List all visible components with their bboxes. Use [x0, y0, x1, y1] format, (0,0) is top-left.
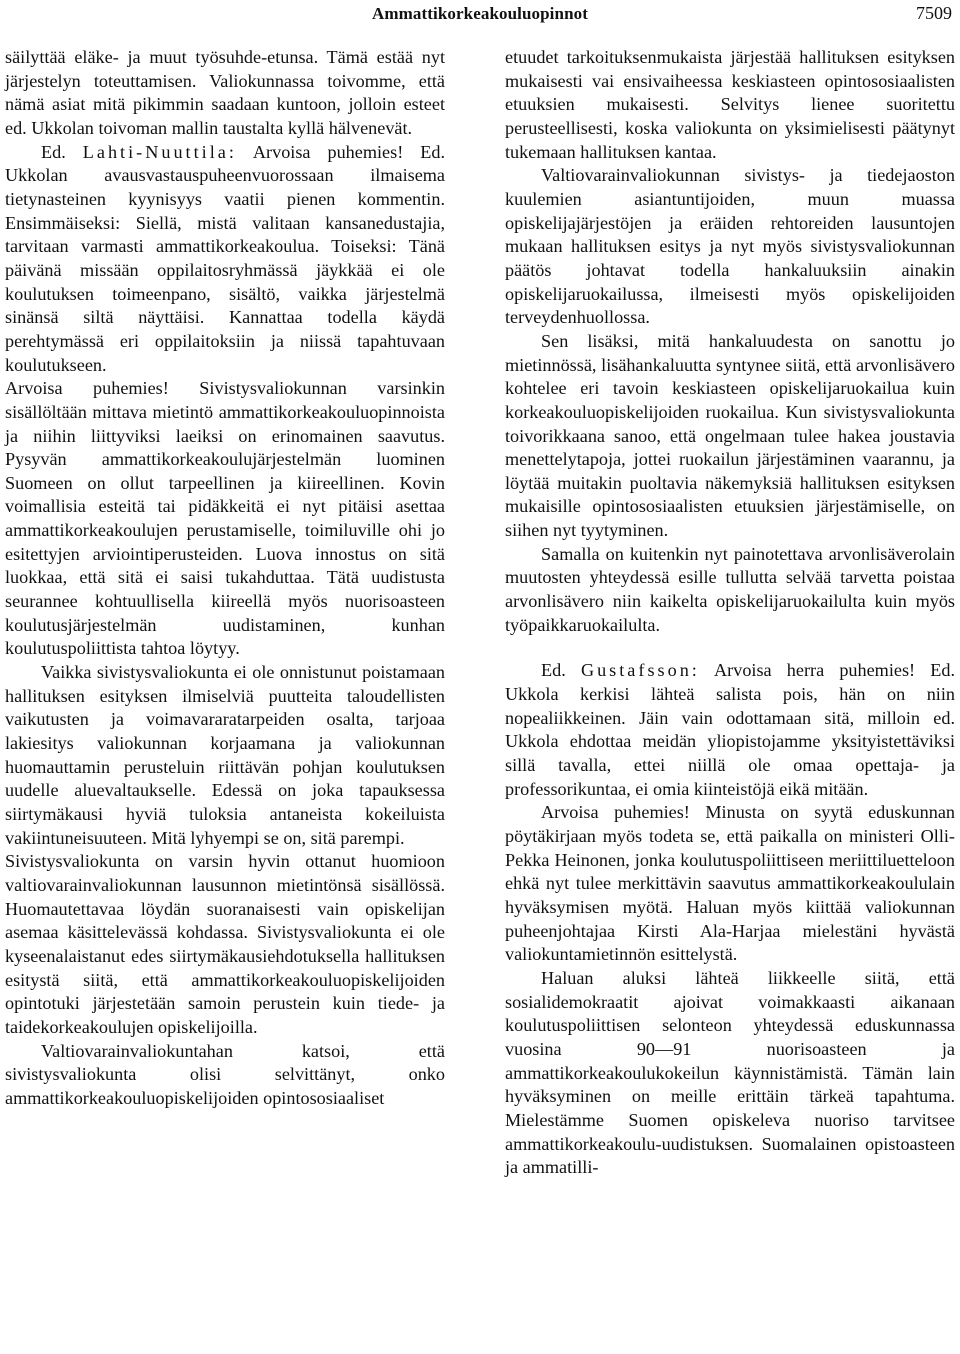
paragraph: Vaikka sivistysvaliokunta ei ole onnistunut poistamaan hallituksen esityksen ilmiselviä puutteita taloudellisten vaikutusten ja voimavararatarpeiden osalta, tarjoaa lakiesitys valiokunnan korjaamana ja valiokunnan huomauttamin perusteluin riittävän pohjan koulutuksen uudelle aluevaltaukselle. Edessä on joka tapauksessa siirtymäkausi hyviä tuloksia antaneista kokeiluista vakiintuneisuuteen. Mitä lyhyempi se on, sitä parempi. [5, 662, 445, 848]
page-header [0, 0, 960, 40]
left-column [5, 46, 445, 1111]
speaker-name: Gustafsson: [580, 660, 700, 681]
speaker-prefix: Ed. [41, 141, 66, 162]
paragraph: etuudet tarkoituksenmukaista järjestää hallituksen esityksen mukaisesti vai ensivaiheessa keskiasteen opintososiaalisten etuuksien mukaisesti. Selvitys lienee suoritettu perusteellisesti, koska valiokunta on yksimielisesti päätynyt tukemaan hallituksen kantaa. [505, 47, 955, 162]
paragraph-speaker [505, 659, 955, 801]
page-number: 7509 [916, 3, 952, 23]
paragraph: Valtiovarainvaliokuntahan katsoi, että sivistysvaliokunta olisi selvittänyt, onko ammattikorkeakouluopiskelijoiden opintososiaaliset [5, 1040, 445, 1108]
paragraph: Arvoisa puhemies! Sivistysvaliokunnan varsinkin sisällöltään mittava mietintö ammattikorkeakouluopinnoista ja niihin liittyviksi laeiksi on erinomainen saavutus. Pysyvän ammattikorkeakoulujärjestelmän luominen Suomeen on ollut tarpeellinen ja kiireellinen. Kovin voimallisia esteitä tai pidäkkeitä ei nyt pitäisi asettaa ammattikorkeakoulujen perustamiselle, toimiluville ohi jo esitettyjen arviointiperusteiden. Luova innostus on sitä luokkaa, että sitä ei saisi tukahduttaa. Tätä uudistusta seurannee kohtuullisella kiireellä myös nuorisoasteen koulutusjärjestelmän uudistaminen, kunhan koulutuspoliittista tahtoa löytyy. [5, 378, 445, 659]
paragraph: säilyttää eläke- ja muut työsuhde-etunsa. Tämä estää nyt järjestelyn toteuttamisen. Valiokunnassa toivomme, että nämä asiat mitä pikimmin saadaan kuntoon, jolloin esteet ed. Ukkolan toivoman mallin taustalta kyllä hälvenevät. [5, 47, 445, 138]
paragraph: Samalla on kuitenkin nyt painotettava arvonlisäverolain muutosten yhteydessä esille tullutta selvää tarvetta poistaa arvonlisävero niin kaikelta opiskelijaruokailulta kuin myös työpaikkaruokailulta. [505, 543, 955, 635]
running-head: Ammattikorkeakouluopinnot [372, 4, 588, 23]
paragraph: Sen lisäksi, mitä hankaluudesta on sanottu jo mietinnössä, lisähankaluutta syntynee siitä, että arvonlisävero kohtelee eri tavoin keskiasteen opiskelijaruokailua kuin korkeakouluopiskelijoiden ruokailua. Kun sivistysvaliokunta toivorikkaana sanoo, että ongelmaan tulee hakea joustavia menettelytapoja, jottei ruokailun järjestäminen vaarannu, ja löytää muitakin puoltavia näkemyksiä hallituksen esityksen mukaisille opintososiaalisten etuuksien järjestämiselle, on siihen nyt tyytyminen. [505, 330, 955, 541]
paragraph: Arvoisa puhemies! Minusta on syytä eduskunnan pöytäkirjaan myös todeta se, että paikalla on ministeri Olli-Pekka Heinonen, jonka koulutuspoliittiseen meriittiluetteloon ehkä nyt tulee merkittävin saavutus ammattikorkeakoululain hyväksymisen myötä. Haluan myös kiittää valiokunnan puheenjohtajaa Kirsti Ala-Harjaa mielestäni hyvästä valiokuntamietinnön esittelystä. [505, 802, 955, 965]
paragraph: Sivistysvaliokunta on varsin hyvin ottanut huomioon valtiovarainvaliokunnan lausunnon mietintönsä sisällössä. Huomautettavaa löydän suoranaisesti vain opiskelijan asemaa käsittelevässä kohdassa. Sivistysvaliokunta ei ole kyseenalaistanut edes siirtymäkausiehdotuksella hallituksen esitystä siitä, että ammattikorkeakouluopiskelijoiden opintotuki järjestetään samoin perustein kuin tiede- ja taidekorkeakoulujen opiskelijoilla. [5, 851, 445, 1037]
paragraph: Valtiovarainvaliokunnan sivistys- ja tiedejaoston kuulemien asiantuntijoiden, muun muassa opiskelijajärjestöjen ja eräiden rehtoreiden lausuntojen mukaan hallituksen esitys ja nyt myös sivistysvaliokunnan päätös johtavat todella hankaluuksiin ainakin opiskelijaruokailussa, ilmeisesti myös opiskelijoiden terveydenhuollossa. [505, 165, 955, 328]
speaker-prefix: Ed. [541, 660, 566, 681]
speaker-name: Lahti-Nuuttila: [82, 141, 237, 162]
right-column [505, 46, 955, 1180]
paragraph: Haluan aluksi lähteä liikkeelle siitä, että sosialidemokraatit ajoivat voimakkaasti aikanaan koulutuspoliittisen selonteon yhteydessä eduskunnassa vuosina 90—91 nuorisoasteen ja ammattikorkeakoulukokeilun käynnistämistä. Tämän lain hyväksyminen on meille erittäin tärkeä tapahtuma. Mielestämme Suomen opiskeleva nuoriso tarvitsee ammattikorkeakoulu-uudistuksen. Suomalainen opistoasteen ja ammatilli- [505, 967, 955, 1178]
speech-text: Arvoisa puhemies! Ed. Ukkolan avausvastauspuheenvuorossaan ilmaisema tietynasteinen kyynisyys vaatii pienen kommentin. Ensimmäiseksi: Siellä, mistä valitaan kansanedustajia, tarvitaan varmasti ammattikorkeakoulua. Toiseksi: Tänä päivänä missään oppilaitosryhmässä jäykkää ei ole koulutuksen toimeenpano, sisältö, vaikka järjestelmä sinänsä siltä näyttäisi. Kannattaa todella käydä perehtymässä eri oppilaitoksiin ja niissä tapahtuvaan koulutukseen. [5, 141, 446, 375]
speech-text: Arvoisa herra puhemies! Ed. Ukkola kerkisi lähteä salista pois, hän on niin nopealiikkeinen. Jäin vain odottamaan sitä, milloin ed. Ukkola ehdottaa meidän yliopistojamme yksityistettäviksi sillä tavalla, ettei niillä ole omaa opettaja- ja professorikuntaa, ei omia kiinteistöjä eikä mitään. [505, 660, 956, 799]
paragraph-speaker [5, 141, 445, 378]
